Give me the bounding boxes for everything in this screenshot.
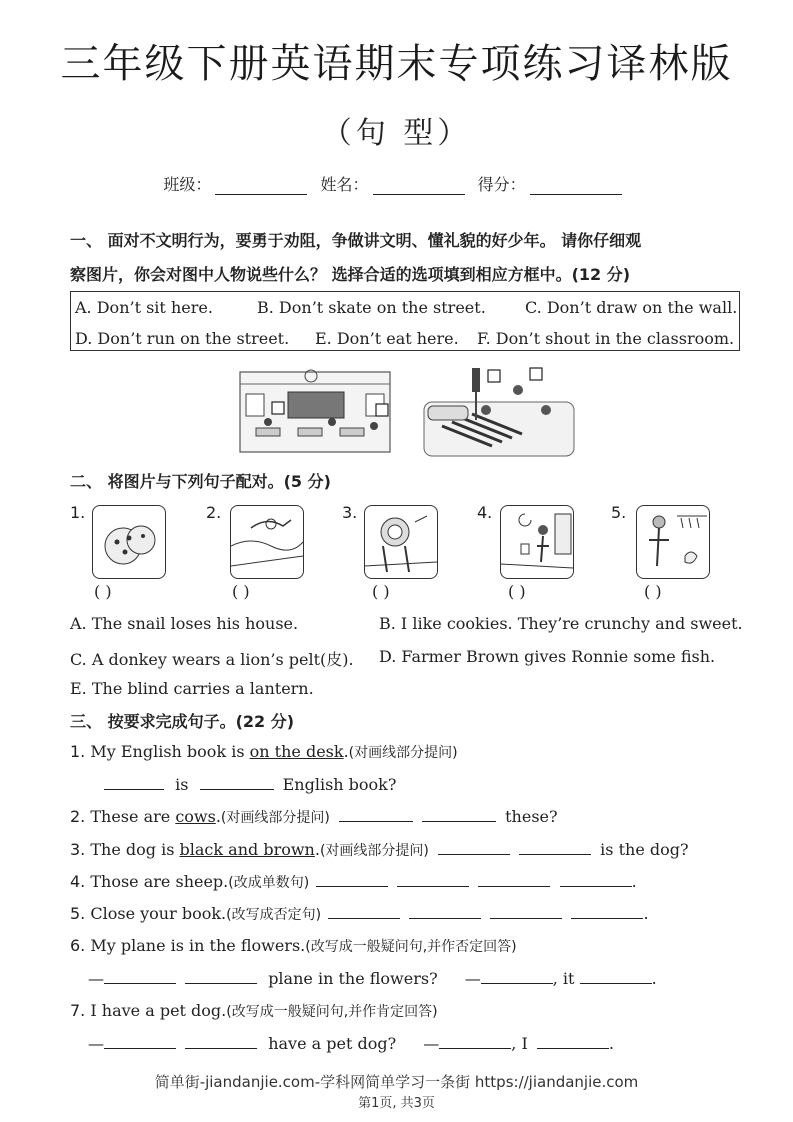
option-a: A. Don’t sit here. <box>75 298 213 317</box>
question-4: 4. Those are sheep.(改成单数句) . <box>70 872 637 891</box>
q5-blank-2[interactable] <box>409 904 481 919</box>
pic-number-1: 1. <box>70 503 86 522</box>
sentence-a: A. The snail loses his house. <box>70 614 299 633</box>
section1-heading-line1: 一、 面对不文明行为，要勇于劝阻，争做讲文明、懂礼貌的好少年。 请你仔细观 <box>70 231 642 250</box>
question-3: 3. The dog is black and brown.(对画线部分提问) is the dog? <box>70 840 689 859</box>
q4-blank-1[interactable] <box>316 872 388 887</box>
sentence-b: B. I like cookies. They’re crunchy and sweet. <box>379 614 743 633</box>
student-info-line <box>0 172 793 195</box>
q2-blank-2[interactable] <box>422 807 496 822</box>
pic-number-4: 4. <box>477 503 493 522</box>
answer-paren-1[interactable]: ( ) <box>94 582 112 601</box>
section1-heading-line2: 察图片，你会对图中人物说些什么？ 选择合适的选项填到相应方框中。(12 分) <box>70 265 631 284</box>
pic-number-3: 3. <box>342 503 358 522</box>
picture-snail <box>230 505 304 579</box>
sentence-c: C. A donkey wears a lion’s pelt(皮). <box>70 650 354 669</box>
q7-blank-4[interactable] <box>537 1034 609 1049</box>
q6-blank-4[interactable] <box>580 969 652 984</box>
answer-paren-2[interactable]: ( ) <box>232 582 250 601</box>
question-5: 5. Close your book.(改写成否定句) . <box>70 904 649 923</box>
sentence-d: D. Farmer Brown gives Ronnie some fish. <box>379 647 716 666</box>
sentence-e: E. The blind carries a lantern. <box>70 679 314 698</box>
page-title: 三年级下册英语期末专项练习译林版 <box>60 41 733 87</box>
q4-blank-2[interactable] <box>397 872 469 887</box>
q6-blank-3[interactable] <box>481 969 553 984</box>
q6-blank-1[interactable] <box>104 969 176 984</box>
name-blank[interactable] <box>373 178 465 195</box>
pic-number-2: 2. <box>206 503 222 522</box>
answer-paren-3[interactable]: ( ) <box>372 582 390 601</box>
option-d: D. Don’t run on the street. <box>75 329 290 348</box>
question-2: 2. These are cows.(对画线部分提问) these? <box>70 807 558 826</box>
question-7: 7. I have a pet dog.(改写成一般疑问句,并作肯定回答) <box>70 1001 438 1020</box>
q7-blank-1[interactable] <box>104 1034 176 1049</box>
picture-cookies <box>92 505 166 579</box>
option-e: E. Don’t eat here. <box>315 329 459 348</box>
options-box <box>70 291 740 351</box>
answer-6: — plane in the flowers? — , it . <box>88 969 657 988</box>
q3-underlined: black and brown <box>179 840 315 859</box>
q4-blank-3[interactable] <box>478 872 550 887</box>
q2-underlined: cows <box>175 807 216 826</box>
q4-blank-4[interactable] <box>560 872 632 887</box>
q2-blank-1[interactable] <box>339 807 413 822</box>
q5-blank-3[interactable] <box>490 904 562 919</box>
option-b: B. Don’t skate on the street. <box>257 298 486 317</box>
option-f: F. Don’t shout in the classroom. <box>477 329 735 348</box>
picture-blind-lantern <box>500 505 574 579</box>
section2-heading: 二、 将图片与下列句子配对。(5 分) <box>70 472 331 491</box>
pic-number-5: 5. <box>611 503 627 522</box>
option-c: C. Don’t draw on the wall. <box>525 298 738 317</box>
answer-paren-5[interactable]: ( ) <box>644 582 662 601</box>
q7-blank-2[interactable] <box>185 1034 257 1049</box>
q7-blank-3[interactable] <box>439 1034 511 1049</box>
picture-farmer <box>636 505 710 579</box>
answer-1: is English book? <box>104 775 396 794</box>
page-subtitle: （句 型） <box>321 116 472 151</box>
question-1: 1. My English book is on the desk.(对画线部分提问) <box>70 742 458 761</box>
q3-blank-2[interactable] <box>519 840 591 855</box>
class-label: 班级： <box>163 175 212 194</box>
question-6: 6. My plane is in the flowers.(改写成一般疑问句,并作否定回答) <box>70 936 517 955</box>
score-blank[interactable] <box>530 178 622 195</box>
classroom-illustration <box>236 364 394 456</box>
q3-blank-1[interactable] <box>438 840 510 855</box>
street-illustration <box>422 362 576 458</box>
footer-page-number: 第1页, 共3页 <box>358 1096 435 1111</box>
q5-blank-4[interactable] <box>571 904 643 919</box>
q5-blank-1[interactable] <box>328 904 400 919</box>
answer-paren-4[interactable]: ( ) <box>508 582 526 601</box>
q1-blank-2[interactable] <box>200 775 274 790</box>
name-label: 姓名： <box>320 175 369 194</box>
q6-blank-2[interactable] <box>185 969 257 984</box>
section3-heading: 三、 按要求完成句子。(22 分) <box>70 712 295 731</box>
q1-underlined: on the desk <box>249 742 344 761</box>
q1-blank-1[interactable] <box>104 775 164 790</box>
footer-site-line: 简单街-jiandanjie.com-学科网简单学习一条街 https://jiandanjie.com <box>154 1073 639 1091</box>
answer-7: — have a pet dog? — , I . <box>88 1034 614 1053</box>
class-blank[interactable] <box>215 178 307 195</box>
picture-donkey <box>364 505 438 579</box>
score-label: 得分： <box>477 175 526 194</box>
